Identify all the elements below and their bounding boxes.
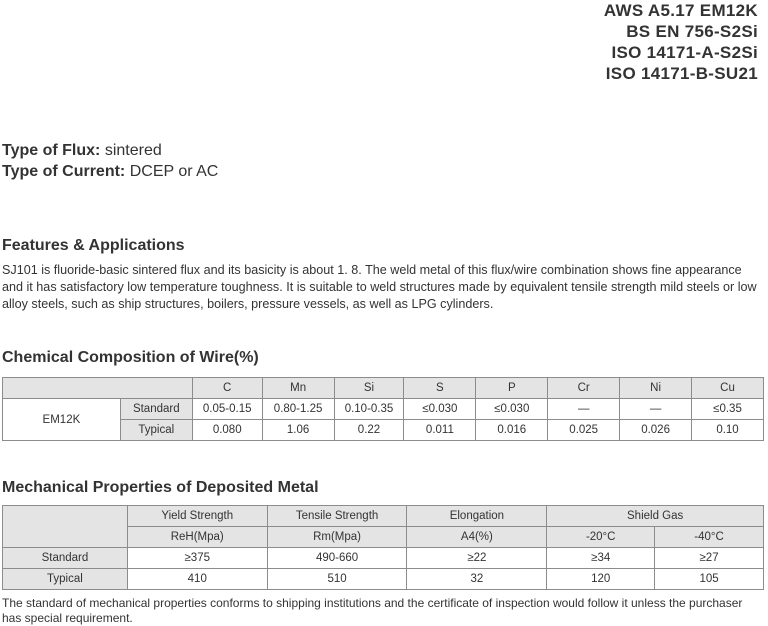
standard-iso-a: ISO 14171-A-S2Si [611,43,758,62]
table-cell: ≥27 [655,548,764,569]
standard-aws: AWS A5.17 EM12K [603,1,758,20]
table-cell: ≥34 [547,548,655,569]
flux-type-value: sintered [100,142,162,159]
shield-gas-header: Shield Gas [547,506,764,527]
features-text: SJ101 is fluoride-basic sintered flux and its basicity is about 1. 8. The weld metal of this flux/wire combination shows fine appearance and it has satisfactory low temperature toughness. It is suitable to weld structures made by equivalent tensile strength mild steels or low alloy steels, such as ship structures, boilers, pressure vessels, as well as LPG cylinders. [2,263,757,311]
table-cell: 0.10 [692,420,764,441]
table-cell: 0.025 [548,420,620,441]
current-type-line [2,161,218,182]
element-header: Cr [548,378,620,399]
flux-type-label: Type of Flux: [2,142,101,159]
element-header: P [476,378,548,399]
yield-unit: ReH(Mpa) [127,527,267,548]
row-label: Standard [3,548,128,569]
element-header: Ni [620,378,692,399]
flux-type-line [2,140,218,161]
temp-minus40: -40°C [655,527,764,548]
table-cell: 120 [547,569,655,590]
current-type-label: Type of Current: [2,163,126,180]
yield-header: Yield Strength [127,506,267,527]
table-cell: 0.026 [620,420,692,441]
features-heading: Features & Applications [2,237,185,254]
mech-note: The standard of mechanical properties conforms to shipping institutions and the certificate of inspection would follow it unless the purchaser has special requirement. [2,596,743,625]
table-cell: 0.016 [476,420,548,441]
table-cell: 0.80-1.25 [262,399,334,420]
table-cell: 0.05-0.15 [192,399,262,420]
table-cell: ≤0.030 [476,399,548,420]
chem-header-row [3,378,764,399]
table-cell: 105 [655,569,764,590]
standard-bs-en: BS EN 756-S2Si [626,22,758,41]
element-header: Mn [262,378,334,399]
table-cell: 410 [127,569,267,590]
table-cell: 510 [267,569,407,590]
tensile-unit: Rm(Mpa) [267,527,407,548]
wire-name: EM12K [3,399,121,441]
element-header: Si [334,378,404,399]
element-header: Cu [692,378,764,399]
standards-block [604,0,758,84]
mech-standard-row [3,548,764,569]
tensile-header: Tensile Strength [267,506,407,527]
table-cell: 0.011 [404,420,476,441]
chem-header-blank [3,378,193,399]
table-cell: ≥22 [407,548,547,569]
element-header: S [404,378,476,399]
table-cell: — [548,399,620,420]
flux-info [2,140,218,182]
chem-heading: Chemical Composition of Wire(%) [2,349,259,366]
table-cell: ≤0.35 [692,399,764,420]
mech-header-row [3,506,764,527]
elongation-unit: A4(%) [407,527,547,548]
chemical-composition-table [2,377,764,441]
row-label: Standard [120,399,192,420]
table-cell: 0.22 [334,420,404,441]
temp-minus20: -20°C [547,527,655,548]
table-cell: ≤0.030 [404,399,476,420]
mech-header-blank [3,506,128,548]
row-label: Typical [120,420,192,441]
mech-heading: Mechanical Properties of Deposited Metal [2,479,319,496]
current-type-value: DCEP or AC [125,163,219,180]
row-label: Typical [3,569,128,590]
table-cell: 0.10-0.35 [334,399,404,420]
element-header: C [192,378,262,399]
table-cell: 0.080 [192,420,262,441]
table-cell: 32 [407,569,547,590]
elongation-header: Elongation [407,506,547,527]
chem-standard-row [3,399,764,420]
standard-iso-b: ISO 14171-B-SU21 [605,64,758,83]
table-cell: ≥375 [127,548,267,569]
table-cell: 490-660 [267,548,407,569]
table-cell: — [620,399,692,420]
mechanical-properties-table [2,505,764,590]
mech-typical-row [3,569,764,590]
table-cell: 1.06 [262,420,334,441]
